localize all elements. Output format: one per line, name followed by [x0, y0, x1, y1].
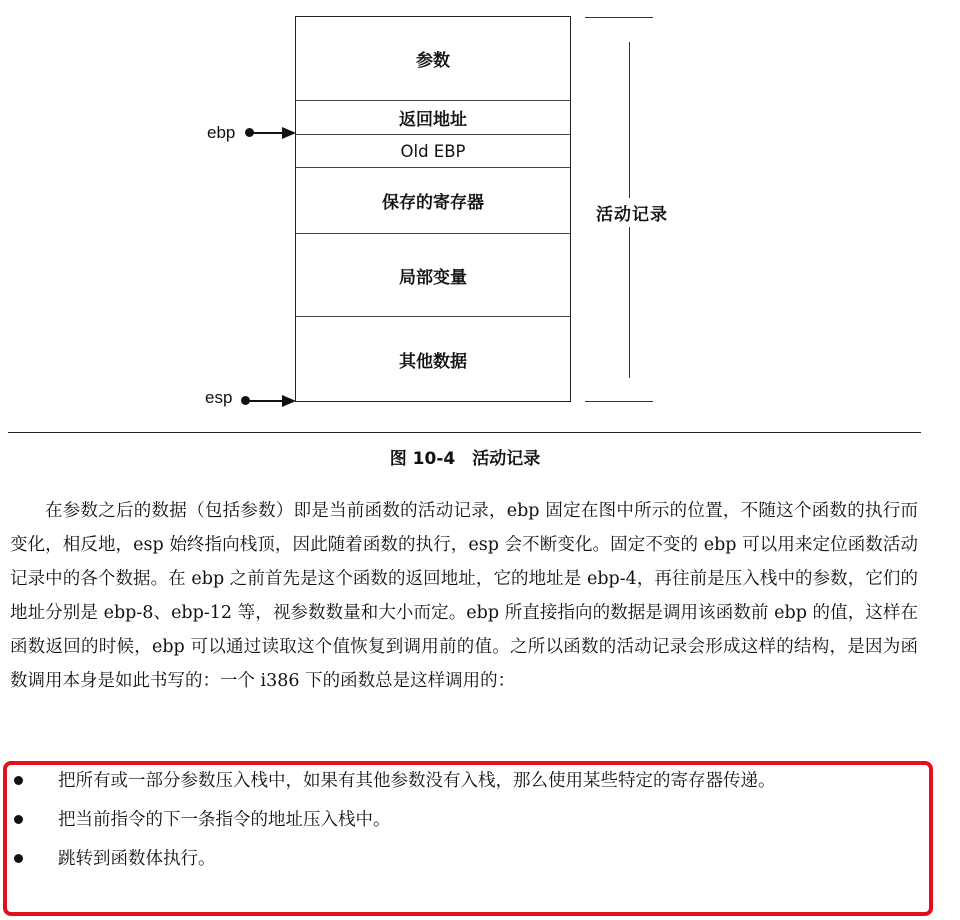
stack-cell-local-variables: 局部变量: [296, 234, 570, 317]
stack-cell-other-data: 其他数据: [399, 351, 467, 372]
list-item-text: 把所有或一部分参数压入栈中，如果有其他参数没有入栈，那么使用某些特定的寄存器传递。: [58, 771, 776, 791]
ebp-pointer-label: ebp: [207, 123, 236, 142]
ebp-arrow-icon: [282, 127, 296, 139]
esp-pointer-line: [248, 400, 282, 402]
activation-record-bottom-line: [585, 401, 653, 402]
ebp-pointer-line: [252, 132, 282, 134]
activation-record-top-line: [585, 17, 653, 18]
list-item: [10, 764, 920, 798]
list-item-text: 把当前指令的下一条指令的地址压入栈中。: [58, 810, 391, 830]
figure-divider: [8, 432, 921, 433]
bullet-icon: [14, 776, 23, 785]
list-item-text: 跳转到函数体执行。: [58, 849, 216, 869]
bullet-icon: [14, 815, 23, 824]
esp-arrow-icon: [282, 395, 296, 407]
figure-caption: 图 10-4 活动记录: [389, 449, 541, 469]
stack-frame-figure: [0, 0, 960, 432]
stack-frame-box: [295, 16, 571, 402]
bullet-icon: [14, 854, 23, 863]
stack-cell-params: 参数: [296, 17, 570, 101]
list-item: [10, 842, 920, 876]
stack-cell-return-address: 返回地址: [296, 101, 570, 135]
esp-pointer-label: esp: [205, 388, 233, 407]
body-paragraph: 在参数之后的数据（包括参数）即是当前函数的活动记录，ebp 固定在图中所示的位置，不随这个函数的执行而变化，相反地，esp 始终指向栈顶，因此随着函数的执行，esp 会不断变化。固定不变的 ebp 可以用来定位函数活动记录中的各个数据。在 ebp 之前首先是这个函数的返回地址，它的地址是 ebp-4，再往前是压入栈中的参数，它们的地址分别是 ebp-8、ebp-12 等，视参数数量和大小而定。ebp 所直接指向的数据是调用该函数前 ebp 的值，这样在函数返回的时候，ebp 可以通过读取这个值恢复到调用前的值。之所以函数的活动记录会形成这样的结构，是因为函数调用本身是如此书写的：一个 i386 下的函数总是这样调用的：: [10, 501, 918, 691]
call-steps-list: [10, 764, 920, 881]
activation-record-label: 活动记录: [596, 198, 668, 227]
list-item: [10, 803, 920, 837]
stack-cell-old-ebp: Old EBP: [296, 135, 570, 168]
stack-cell-saved-registers: 保存的寄存器: [296, 168, 570, 234]
